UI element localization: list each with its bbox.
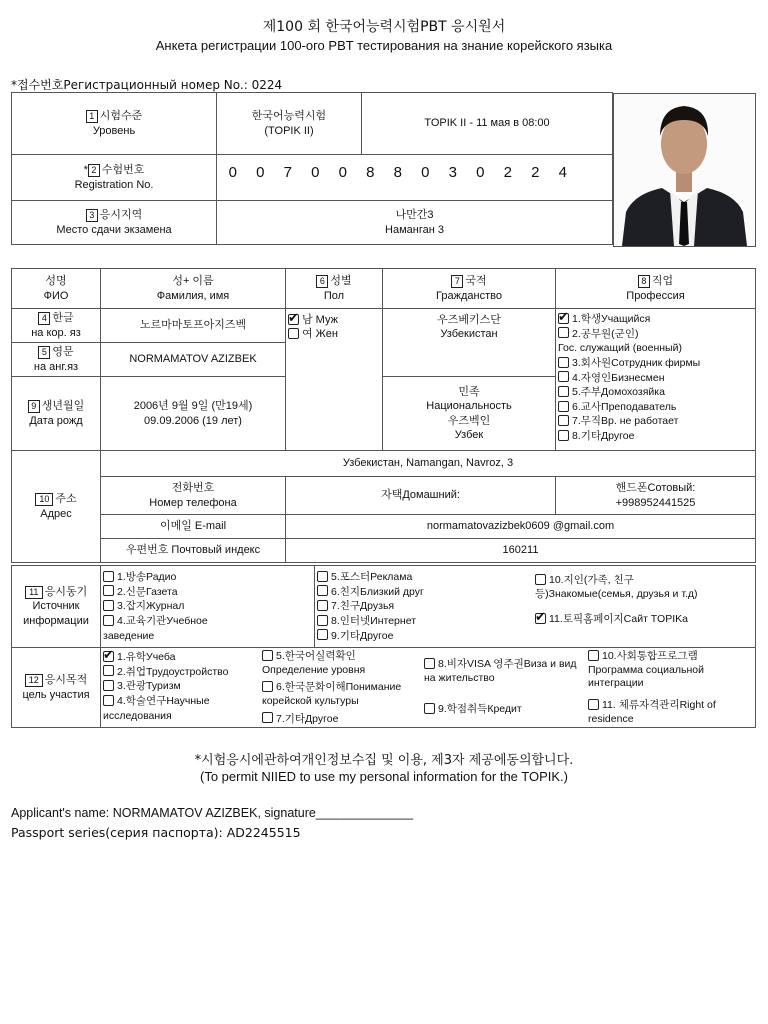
registration-digits xyxy=(217,155,613,201)
applicant-portrait-icon xyxy=(614,94,755,246)
purpose-col2: 5.한국어실력확인 Определение уровня 6.한국문화이해Понимание корейской культуры 7.기타Другое xyxy=(260,648,422,728)
checkbox-relative[interactable] xyxy=(317,585,328,596)
regno-label-cell: * 2 수험번호 Registration No. xyxy=(12,155,217,201)
consent-korean: *시험응시에관하여개인정보수집 및 이용, 제3자 제공에동의합니다. xyxy=(194,753,574,768)
checkbox-poster[interactable] xyxy=(317,571,328,582)
checkbox-internet[interactable] xyxy=(317,615,328,626)
profession-options: ✔1.학생Учащийся 2.공무원(군인) Гос. служащий (военный) 3.회사원Сотрудник фирмы 4.자영인Бизнесмен 5.주부Домохозяйка 6.교사Преподаватель 7.무직Вр. не работает 8.기타Другое xyxy=(556,309,756,451)
checkbox-research[interactable] xyxy=(103,695,114,706)
checkbox-topik-site[interactable] xyxy=(535,613,546,624)
checkbox-newspaper[interactable] xyxy=(103,585,114,596)
passport-series: Passport series(серия паспорта): AD2245515 xyxy=(11,825,301,840)
email-value: normamatovazizbek0609 @gmail.com xyxy=(286,515,756,539)
address-value: Узбекистан, Namangan, Navroz, 3 xyxy=(101,451,756,477)
purpose-col3: 8.비자VISA 영주권Виза и вид на жительство 9.학점취득Кредит xyxy=(422,648,586,728)
reg-digit: 0 xyxy=(228,164,237,181)
reg-digit: 4 xyxy=(558,164,567,181)
sex-header: 6 성별 Пол xyxy=(286,269,383,309)
home-phone-cell: 자택Домашний: xyxy=(286,477,556,515)
sex-options: ✔ 남 Муж 여 Жен xyxy=(286,309,383,451)
reg-digit: 7 xyxy=(283,164,292,181)
checkbox-integration[interactable] xyxy=(588,650,599,661)
purpose-col4: 10.사회통합프로그램 Программа социальной интеграции 11. 체류자격관리Right of residence xyxy=(586,648,756,728)
source-label: 11 응시동기 Источник информации xyxy=(12,566,101,648)
checkbox-male[interactable] xyxy=(288,314,299,325)
reg-digit: 0 xyxy=(338,164,347,181)
zip-label: 우편번호 Почтовый индекс xyxy=(101,539,286,563)
purpose-col1: ✔1.유학Учеба 2.취업Трудоустройство 3.관광Туризм 4.학술연구Научные исследования xyxy=(101,648,261,728)
reg-digit: 3 xyxy=(448,164,457,181)
address-label: 10 주소 Адрес xyxy=(12,451,101,563)
nationality-value: 우즈베키스단 Узбекистан xyxy=(383,309,556,377)
consent-english: (To permit NIIED to use my personal information for the TOPIK.) xyxy=(200,769,568,784)
checkbox-employment[interactable] xyxy=(103,665,114,676)
purpose-label: 12 응시목적 цель участия xyxy=(12,648,101,728)
birth-value: 2006년 9월 9일 (만19세) 09.09.2006 (19 лет) xyxy=(101,377,286,451)
checkbox-radio[interactable] xyxy=(103,571,114,582)
name-header: 성명 ФИО xyxy=(12,269,101,309)
reg-digit: 2 xyxy=(503,164,512,181)
checkbox-credit[interactable] xyxy=(424,703,435,714)
exam-date-cell: TOPIK II - 11 мая в 08:00 xyxy=(362,93,613,155)
mobile-phone-cell: 핸드폰Сотовый: +998952441525 xyxy=(556,477,756,515)
checkbox-residence[interactable] xyxy=(588,699,599,710)
site-value-cell: 나만간3 Наманган 3 xyxy=(217,201,613,245)
form-title-korean: 제100 회 한국어능력시험PBT 응시원서 xyxy=(262,19,506,35)
ethnicity-cell: 민족 Национальность 우즈벡인 Узбек xyxy=(383,377,556,451)
checkbox-friends[interactable] xyxy=(317,600,328,611)
profession-header: 8 직업 Профессия xyxy=(556,269,756,309)
purpose-table xyxy=(11,647,756,728)
info-source-table xyxy=(11,565,756,648)
hangul-name-value: 노르마마토프아지즈벡 xyxy=(101,309,286,343)
checkbox-female[interactable] xyxy=(288,328,299,339)
checkbox-teacher[interactable] xyxy=(558,401,569,412)
reg-digit: 8 xyxy=(366,164,375,181)
checkbox-visa[interactable] xyxy=(424,658,435,669)
checkbox-other-purpose[interactable] xyxy=(262,712,273,723)
checkbox-housewife[interactable] xyxy=(558,386,569,397)
nationality-header: 7 국적 Гражданство xyxy=(383,269,556,309)
reg-digit: 0 xyxy=(476,164,485,181)
checkbox-business[interactable] xyxy=(558,371,569,382)
exam-info-table xyxy=(11,92,613,245)
reg-digit: 8 xyxy=(393,164,402,181)
checkbox-tourism[interactable] xyxy=(103,680,114,691)
checkbox-other-job[interactable] xyxy=(558,430,569,441)
birth-label: 9 생년월일 Дата рожд xyxy=(12,377,101,451)
reg-digit: 0 xyxy=(311,164,320,181)
checkbox-civil-servant[interactable] xyxy=(558,327,569,338)
applicant-photo xyxy=(613,93,756,247)
checkbox-level-check[interactable] xyxy=(262,650,273,661)
registration-number-label: *접수번호Регистрационный номер No.: 0224 xyxy=(11,78,283,92)
checkbox-school[interactable] xyxy=(103,615,114,626)
checkbox-magazine[interactable] xyxy=(103,600,114,611)
site-label-cell: 3 응시지역 Место сдачи экзамена xyxy=(12,201,217,245)
level-label-cell: 1 시험수준 Уровень xyxy=(12,93,217,155)
english-label: 5 영문 на анг.яз xyxy=(12,343,101,377)
source-col2: 5.포스터Реклама 6.친지Близкий друг 7.친구Друзья 8.인터넷Интернет 9.기타Другое xyxy=(315,566,534,648)
fullname-header: 성+ 이름 Фамилия, имя xyxy=(101,269,286,309)
reg-digit: 0 xyxy=(421,164,430,181)
zip-value: 160211 xyxy=(286,539,756,563)
checkbox-student[interactable] xyxy=(558,313,569,324)
personal-info-table xyxy=(11,268,756,563)
hangul-label: 4 한글 на кор. яз xyxy=(12,309,101,343)
checkbox-other-source[interactable] xyxy=(317,629,328,640)
checkbox-study[interactable] xyxy=(103,651,114,662)
reg-digit: 2 xyxy=(531,164,540,181)
checkbox-culture[interactable] xyxy=(262,681,273,692)
source-col1: 1.방송Радио 2.신문Газета 3.잡지Журнал 4.교육기관Учебное заведение xyxy=(101,566,315,648)
checkbox-employee[interactable] xyxy=(558,357,569,368)
applicant-name-signature: Applicant's name: NORMAMATOV AZIZBEK, signature______________ xyxy=(11,806,414,820)
email-label: 이메일 E-mail xyxy=(101,515,286,539)
phone-label: 전화번호 Номер телефона xyxy=(101,477,286,515)
english-name-value: NORMAMATOV AZIZBEK xyxy=(101,343,286,377)
source-col3: 10.지인(가족, 친구 등)Знакомые(семья, друзья и т.д) ✔11.토픽홈페이지Сайт TOPIKa xyxy=(533,566,756,648)
checkbox-unemployed[interactable] xyxy=(558,415,569,426)
checkbox-acquaintance[interactable] xyxy=(535,574,546,585)
reg-digit: 0 xyxy=(256,164,265,181)
form-title-russian: Анкета регистрации 100-ого PBT тестирования на знание корейского языка xyxy=(155,38,613,53)
level-value-cell: 한국어능력시험 (TOPIK II) xyxy=(217,93,362,155)
